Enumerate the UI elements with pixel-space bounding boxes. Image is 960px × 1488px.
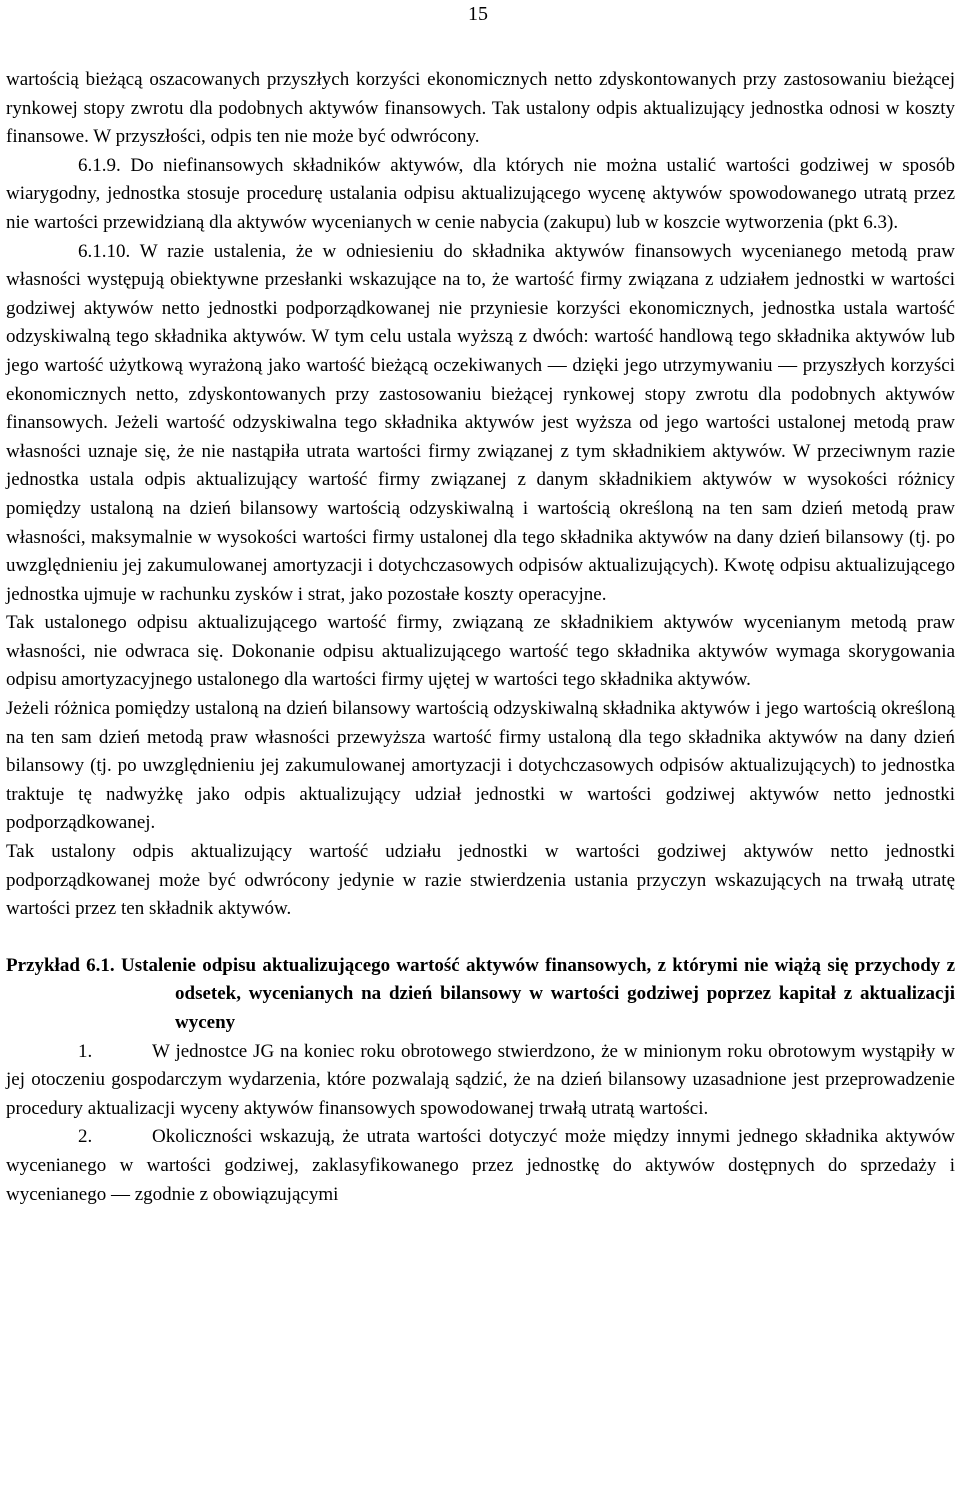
list-item-number: 1. [78, 1040, 93, 1062]
paragraph-goodwill-reversal: Tak ustalonego odpisu aktualizującego wartość firmy, związaną ze składnikiem aktywów wycenianym metodą praw własności, nie odwraca się. Dokonanie odpisu aktualizującego wartość tego składnika aktywów wymaga skorygowania odpisu amortyzacyjnego ustalonego dla wartości firmy ujętej w wartości tego składnika aktywów. [6, 612, 955, 691]
example-heading [6, 952, 955, 1038]
example-title: Ustalenie odpisu aktualizującego wartość aktywów finansowych, z którymi nie wiążą się przychody z odsetek, wycenianych na dzień bilansowy w wartości godziwej poprzez kapitał z aktualizacji wyceny [121, 954, 956, 1033]
paragraph-excess-difference: Jeżeli różnica pomiędzy ustaloną na dzień bilansowy wartością odzyskiwalną składnika aktywów i jego wartością określoną na ten sam dzień metodą praw własności przewyższa wartość firmy ustaloną dla tego składnika aktywów na dany dzień bilansowy (tj. po uwzględnieniu jej zakumulowanej amortyzacji i dotychczasowych odpisów aktualizujących) to jednostka traktuje tę nadwyżkę jako odpis aktualizujący udział jednostki w wartości godziwej aktywów netto jednostki podporządkowanej. [6, 698, 955, 834]
paragraph-reversal-condition: Tak ustalony odpis aktualizujący wartość udziału jednostki w wartości godziwej aktywów netto jednostki podporządkowanej może być odwrócony jedynie w razie stwierdzenia ustania przyczyn wskazujących na trwałą utratę wartości przez ten składnik aktywów. [6, 841, 955, 920]
document-body [6, 66, 955, 1209]
list-item-text: W jednostce JG na koniec roku obrotowego stwierdzono, że w minionym roku obrotowym wystąpiły w jej otoczeniu gospodarczym wydarzenia, które pozwalają sądzić, że na dzień bilansowy uzasadnione jest przeprowadzenie procedury aktualizacji wyceny aktywów finansowych spowodowanej trwałą utratą wartości. [6, 1040, 955, 1119]
list-item [6, 1038, 955, 1124]
list-item-text: Okoliczności wskazują, że utrata wartości dotyczyć może między innymi jednego składnika aktywów wycenianego w wartości godziwej, zaklasyfikowanego przez jednostkę do aktywów dostępnych do sprzedaży i wycenianego — zgodnie z obowiązującymi [6, 1126, 955, 1205]
paragraph-6-1-9: 6.1.9. Do niefinansowych składników aktywów, dla których nie można ustalić wartości godziwej w sposób wiarygodny, jednostka stosuje procedurę ustalania odpisu aktualizującego wycenę aktywów spowodowanego utratą przez nie wartości przewidzianą dla aktywów wycenianych w cenie nabycia (zakupu) lub w koszcie wytworzenia (pkt 6.3). [6, 154, 955, 233]
page-number: 15 [468, 3, 488, 25]
list-item-number: 2. [78, 1126, 93, 1148]
list-item [6, 1123, 955, 1209]
paragraph-continuation: wartością bieżącą oszacowanych przyszłych korzyści ekonomicznych netto zdyskontowanych przy zastosowaniu bieżącej rynkowej stopy zwrotu dla podobnych aktywów finansowych. Tak ustalony odpis aktualizujący jednostka odnosi w koszty finansowe. W przyszłości, odpis ten nie może być odwrócony. [6, 69, 955, 148]
example-label: Przykład 6.1. [6, 954, 115, 976]
paragraph-6-1-10: 6.1.10. W razie ustalenia, że w odniesieniu do składnika aktywów finansowych wycenianego metodą praw własności występują obiektywne przesłanki wskazujące na to, że wartość firmy związana z udziałem jednostki w wartości godziwej aktywów netto jednostki podporządkowanej nie przyniesie korzyści ekonomicznych, jednostka ustala wartość odzyskiwalną tego składnika aktywów. W tym celu ustala wyższą z dwóch: wartość handlową tego składnika aktywów lub jego wartość użytkową wyrażoną jako wartość bieżącą oczekiwanych — dzięki jego utrzymywaniu — przyszłych korzyści ekonomicznych netto, zdyskontowanych przy zastosowaniu bieżącej rynkowej stopy zwrotu dla podobnych aktywów finansowych. Jeżeli wartość odzyskiwalna tego składnika aktywów jest wyższa od jego wartości ustalonej metodą praw własności uznaje się, że nie nastąpiła utrata wartości firmy związanej z tym składnikiem aktywów. W przeciwnym razie jednostka ustala odpis aktualizujący wartość firmy związanej z danym składnikiem aktywów w wysokości różnicy pomiędzy ustaloną na dzień bilansowy wartością odzyskiwalną i wartością określoną na ten sam dzień metodą praw własności, maksymalnie w wysokości wartości firmy ustalonej dla tego składnika aktywów na dany dzień bilansowy (tj. po uwzględnieniu jej zakumulowanej amortyzacji i dotychczasowych odpisów aktualizujących). Kwotę odpisu aktualizującego jednostka ujmuje w rachunku zysków i strat, jako pozostałe koszty operacyjne. [6, 240, 955, 605]
